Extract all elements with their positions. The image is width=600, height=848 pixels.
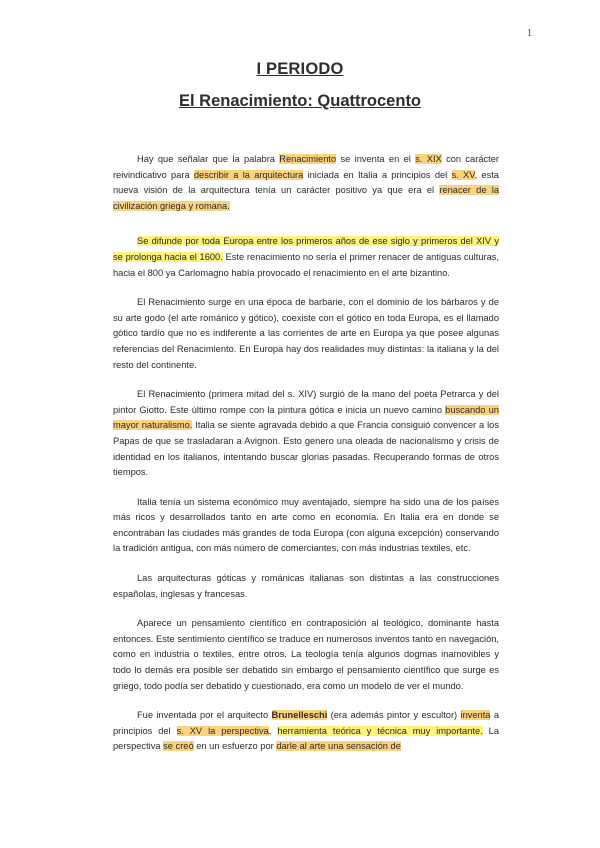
- highlighted-text: darle al arte una sensación de: [276, 741, 401, 752]
- paragraph: [113, 616, 499, 694]
- highlighted-text: describir a la arquitectura: [193, 169, 304, 180]
- paragraph: [113, 387, 499, 481]
- text-run: Italia se siente agravada debido a que Francia consiguió convencer a los Papas de que se trasladaran a Avignon. Esto genero una oleada de nacionalismo y crisis de identidad en los italianos, intentando buscar glorias pasadas. Recuperando formas de otros tiempos.: [113, 420, 499, 478]
- highlighted-text: Renacimiento: [279, 154, 337, 164]
- text-run: a principios del: [113, 710, 499, 736]
- text-run: El Renacimiento surge en una época de barbarie, con el dominio de los bárbaros y de su arte godo (el arte románico y gótico), coexiste con el gótico en toda Europa, es el llamado gótico tardío que no es indiferente a las corrientes de arte en Europa ya que posee algunas referencias del Renacimiento. En Europa hay dos realidades muy distintas: la italiana y la del resto del continente.: [113, 297, 499, 370]
- paragraph: [113, 571, 499, 602]
- highlighted-text: s. XIX: [415, 154, 442, 164]
- text-run: se inventa en el: [336, 154, 416, 164]
- text-run: Italia tenía un sistema económico muy aventajado, siempre ha sido una de los países más ricos y desarrollados tanto en arte como en economía. En Italia era en donde se encontraban las ciudades más grandes de toda Europa (con alguna excepción) conservando la tradición antigua, con más número de comerciantes, con más industrias textiles, etc.: [113, 496, 499, 554]
- highlighted-text: se creó: [163, 741, 194, 752]
- text-run: (era además pintor y escultor): [327, 710, 461, 721]
- highlighted-text: Brunelleschi: [271, 710, 328, 721]
- text-run: ,: [268, 725, 278, 736]
- paragraph: [113, 152, 499, 214]
- text-run: Las arquitecturas góticas y románicas italianas son distintas a las construcciones españolas, inglesas y francesas.: [113, 573, 499, 599]
- text-run: El Renacimiento (primera mitad del s. XIV) surgió de la mano del poeta Petrarca y del pintor Giotto. Este último rompe con la pintura gótica e inicia un nuevo camino: [113, 389, 499, 415]
- highlighted-text: herramienta teórica y técnica muy importante.: [277, 725, 483, 736]
- text-run: , esta nueva visión de la arquitectura tenía un carácter positivo ya que era el: [113, 169, 499, 196]
- document-body: [113, 152, 499, 769]
- paragraph: [113, 495, 499, 557]
- page-subtitle: El Renacimiento: Quattrocento: [178, 92, 422, 110]
- highlighted-text: buscando un mayor naturalismo.: [113, 404, 499, 431]
- page-number: 1: [527, 28, 532, 39]
- text-run: Fue inventada por el arquitecto: [137, 710, 272, 721]
- text-run: Hay que señalar que la palabra: [137, 154, 280, 164]
- text-run: Aparece un pensamiento científico en contraposición al teológico, dominante hasta entonces. Este sentimiento científico se traduce en numerosos inventos tanto en navegación, como en industria o textiles, entre otros. La teología tenía algunos dogmas inamovibles y todo lo demás era posible ser debatido sin embargo el pensamiento científico que surge es griego, todo podía ser debatido y cuestionado, era como un modelo de ver el mundo.: [113, 618, 499, 691]
- highlighted-text: Se difunde por toda Europa entre los primeros años de ese siglo y primeros del XIV y se prolonga hacia el 1600.: [113, 236, 499, 262]
- paragraph: [113, 295, 499, 373]
- highlighted-text: inventa: [460, 710, 491, 721]
- page-title: I PERIODO: [256, 60, 344, 78]
- highlighted-text: renacer de la civilización griega y romana.: [113, 185, 500, 211]
- text-run: en un esfuerzo por: [193, 741, 277, 752]
- highlighted-text: s. XV: [451, 169, 475, 180]
- highlighted-text: s. XV la perspectiva: [176, 725, 269, 736]
- text-run: iniciada en Italia a principios del: [303, 169, 452, 180]
- text-run: Este renacimiento no sería el primer renacer de antiguas culturas, hacia el 800 ya Carlomagno había provocado el renacimiento en el arte bizantino.: [113, 251, 499, 278]
- paragraph: [113, 234, 499, 281]
- text-run: La perspectiva: [113, 725, 499, 752]
- text-run: con carácter reivindicativo para: [113, 154, 499, 180]
- paragraph: [113, 708, 499, 755]
